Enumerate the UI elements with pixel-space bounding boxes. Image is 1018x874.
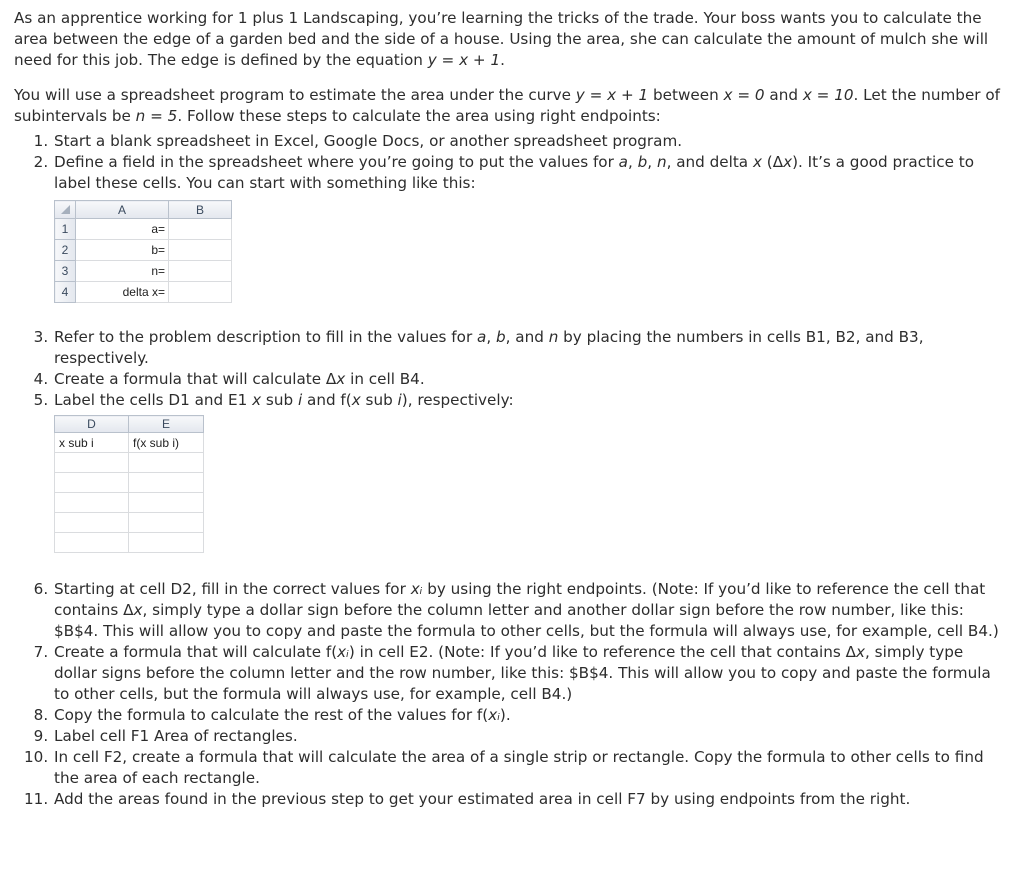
- column-header-b: B: [169, 201, 232, 219]
- cell-b4: [169, 282, 232, 303]
- step-text: and f(: [302, 391, 352, 409]
- var-n: n: [548, 328, 559, 346]
- step-7: [53, 642, 1004, 705]
- var-a: a: [618, 153, 628, 171]
- step-text: sub: [360, 391, 398, 409]
- step-text: Create a formula that will calculate f(: [54, 643, 338, 661]
- cell-b1: [169, 219, 232, 240]
- step-text: Refer to the problem description to fill in the values for: [54, 328, 478, 346]
- cell-d2: [55, 453, 129, 473]
- cell-e6: [129, 533, 204, 553]
- step-text: sub: [261, 391, 298, 409]
- step-4: [53, 369, 1004, 390]
- table-row: [55, 219, 232, 240]
- task-text: . Let the number of subintervals be: [14, 86, 1000, 125]
- step-10: [53, 747, 1004, 789]
- step-text: by placing the numbers in cells B1, B2, and B3, respectively.: [54, 328, 924, 367]
- table-row: [55, 453, 204, 473]
- var-x: x: [783, 153, 793, 171]
- step-text: , and: [505, 328, 549, 346]
- step-text: Add the areas found in the previous step to get your estimated area in cell F7 by using endpoints from the right.: [54, 790, 911, 808]
- column-header-e: E: [129, 416, 204, 433]
- step-text: , simply type a dollar sign before the column letter and another dollar sign before the row number, like this: $B$4. This will allow you to copy and paste the formula to other cells, but the formula will always use, for example, cell B4.): [54, 601, 999, 640]
- var-b: b: [495, 328, 506, 346]
- step-1: [53, 131, 1004, 152]
- var-x: x: [351, 391, 361, 409]
- var-b: b: [637, 153, 648, 171]
- cell-e4: [129, 493, 204, 513]
- table-row: [55, 261, 232, 282]
- cell-d1: x sub i: [55, 433, 129, 453]
- select-all-corner: [55, 201, 76, 219]
- row-header: 1: [55, 219, 76, 240]
- intro-text-end: .: [500, 51, 505, 69]
- steps-list: [14, 131, 1004, 810]
- step-5: [53, 390, 1004, 553]
- step-text: ). It’s a good practice to label these cells. You can start with something like this:: [54, 153, 974, 192]
- subintervals: n = 5: [135, 107, 178, 125]
- step-text: ) in cell E2. (Note: If you’d like to reference the cell that contains Δ: [348, 643, 857, 661]
- cell-a4: delta x=: [76, 282, 169, 303]
- var-xi: xᵢ: [337, 643, 349, 661]
- intro-paragraph: [14, 8, 1004, 71]
- table-row: [55, 513, 204, 533]
- task-text: . Follow these steps to calculate the area using right endpoints:: [177, 107, 661, 125]
- step-text: Start a blank spreadsheet in Excel, Google Docs, or another spreadsheet program.: [54, 132, 683, 150]
- step-9: [53, 726, 1004, 747]
- step-text: in cell B4.: [345, 370, 425, 388]
- step-text: In cell F2, create a formula that will calculate the area of a single strip or rectangle. Copy the formula to other cells to find the area of each rectangle.: [54, 748, 984, 787]
- table-row: [55, 533, 204, 553]
- intro-text: As an apprentice working for 1 plus 1 Landscaping, you’re learning the tricks of the trade. Your boss wants you to calculate the area between the edge of a garden bed and the side of a house. Using the area, she can calculate the amount of mulch she will need for this job. The edge is defined by the equation: [14, 9, 989, 69]
- spreadsheet-example-de: [54, 415, 204, 553]
- step-2: [53, 152, 1004, 303]
- cell-a3: n=: [76, 261, 169, 282]
- task-paragraph: [14, 85, 1004, 127]
- step-text: ,: [647, 153, 657, 171]
- var-x: x: [252, 391, 262, 409]
- step-text: ), respectively:: [401, 391, 514, 409]
- column-header-d: D: [55, 416, 129, 433]
- cell-e3: [129, 473, 204, 493]
- step-11: [53, 789, 1004, 810]
- row-header: 4: [55, 282, 76, 303]
- task-text: You will use a spreadsheet program to estimate the area under the curve: [14, 86, 576, 104]
- step-text: , simply type dollar signs before the column letter and the row number, like this: $B$4. This will allow you to copy and paste the formula to other cells, but the formula will always use, for example, cell B4.): [54, 643, 991, 703]
- cell-e5: [129, 513, 204, 533]
- var-x: x: [856, 643, 866, 661]
- var-i: i: [397, 391, 402, 409]
- cell-d3: [55, 473, 129, 493]
- table-row: [55, 433, 204, 453]
- equation: y = x + 1: [575, 86, 649, 104]
- column-header-a: A: [76, 201, 169, 219]
- step-text: Copy the formula to calculate the rest of the values for f(: [54, 706, 489, 724]
- row-header: 3: [55, 261, 76, 282]
- row-header: 2: [55, 240, 76, 261]
- equation: y = x + 1: [427, 51, 501, 69]
- var-n: n: [656, 153, 667, 171]
- step-text: Label cell F1 Area of rectangles.: [54, 727, 298, 745]
- var-x: x: [336, 370, 346, 388]
- cell-e2: [129, 453, 204, 473]
- cell-d6: [55, 533, 129, 553]
- step-text: Label the cells D1 and E1: [54, 391, 253, 409]
- var-x: x: [133, 601, 143, 619]
- step-8: [53, 705, 1004, 726]
- cell-b3: [169, 261, 232, 282]
- upper-bound: x = 10: [802, 86, 854, 104]
- step-text: ).: [499, 706, 511, 724]
- step-text: ,: [627, 153, 638, 171]
- var-i: i: [297, 391, 303, 409]
- var-xi: xᵢ: [488, 706, 500, 724]
- step-3: [53, 327, 1004, 369]
- lower-bound: x = 0: [723, 86, 765, 104]
- var-x: x: [752, 153, 762, 171]
- cell-b2: [169, 240, 232, 261]
- step-text: Starting at cell D2, fill in the correct values for: [54, 580, 411, 598]
- step-text: by using the right endpoints. (Note: If you’d like to reference the cell that contains Δ: [54, 580, 986, 619]
- step-text: (Δ: [761, 153, 784, 171]
- step-6: [53, 579, 1004, 642]
- task-text: and: [764, 86, 803, 104]
- step-text: Create a formula that will calculate Δ: [54, 370, 337, 388]
- step-text: , and delta: [666, 153, 753, 171]
- cell-d5: [55, 513, 129, 533]
- task-text: between: [648, 86, 724, 104]
- cell-e1: f(x sub i): [129, 433, 204, 453]
- spreadsheet-example-ab: [54, 200, 232, 303]
- var-xi: xᵢ: [410, 580, 423, 598]
- table-row: [55, 473, 204, 493]
- corner-triangle-icon: [61, 205, 70, 214]
- var-a: a: [477, 328, 487, 346]
- cell-a1: a=: [76, 219, 169, 240]
- table-row: [55, 240, 232, 261]
- step-text: Define a field in the spreadsheet where you’re going to put the values for: [54, 153, 619, 171]
- table-row: [55, 493, 204, 513]
- cell-a2: b=: [76, 240, 169, 261]
- step-text: ,: [486, 328, 496, 346]
- table-row: [55, 282, 232, 303]
- cell-d4: [55, 493, 129, 513]
